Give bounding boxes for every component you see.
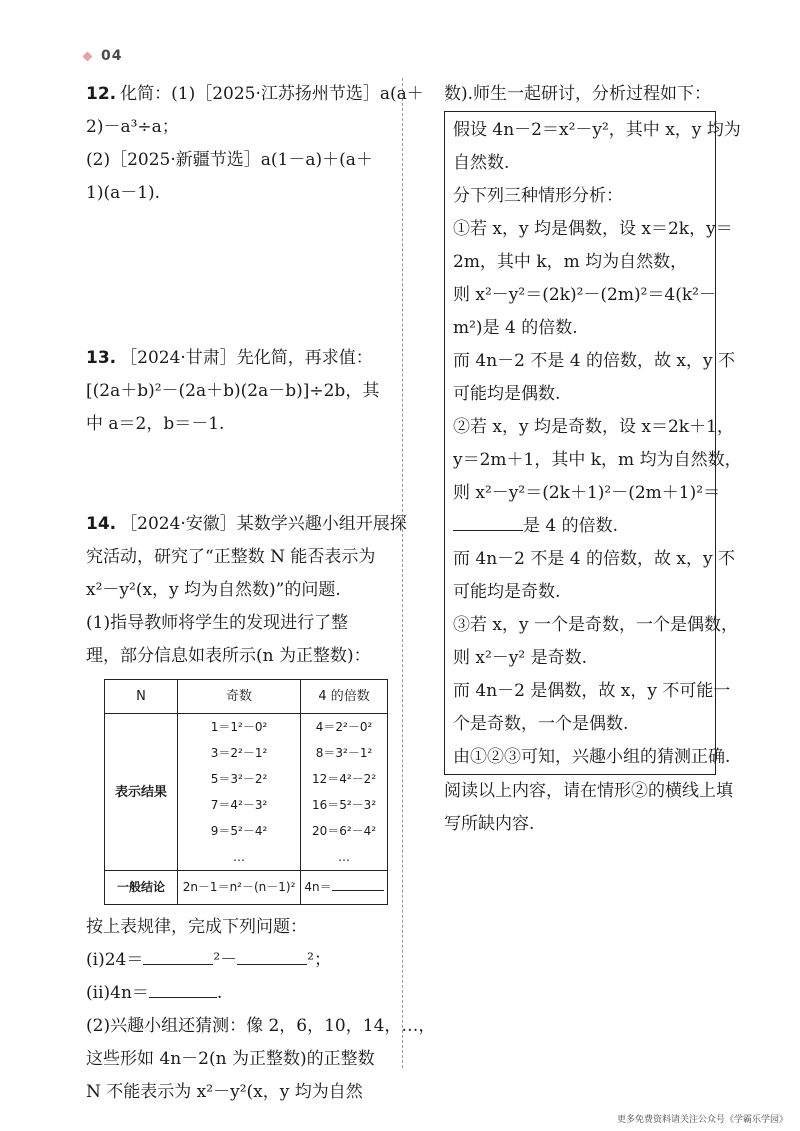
analysis-line: ②若 x，y 均是奇数，设 x＝2k＋1， — [453, 417, 734, 437]
row-label: 表示结果 — [105, 714, 178, 871]
table-header: 4 的倍数 — [301, 680, 388, 714]
table-cell: 3＝2²－1² — [210, 746, 268, 760]
answer-blank — [149, 977, 217, 998]
footer-note: 更多免费资料请关注公众号《学霸乐学园》 — [616, 1115, 788, 1125]
table-cell: … — [233, 850, 246, 864]
table-cell: 12＝4²－2² — [311, 772, 377, 786]
question-14: 14. ［2024·安徽］某数学兴趣小组开展探 究活动，研究了“正整数 N 能否表示为 x²－y²(x，y 均为自然数)”的问题. (1)指导教师将学生的发现进行了整 理，部分信息如表所示(n 为正整数)： N 奇数 4 的倍数 表示结果 1＝1²－0² 3＝2²－1² 5＝3²－2² 7＝4²－3² 9＝5²－4² … 4＝2²－0² 8＝3²－1² 12＝4²－2² 16＝5²－3² 20＝6²－4² … 一般结论 2n－1＝n²－(n－1)² 4n＝ 按上表规律，完成下列问题： (ⅰ)24＝ ²－ ²； (ⅱ)4n＝ . (2)兴趣小组还猜测：像 2，6，10，14，…， 这些形如 4n－2(n 为正整数)的正整数 N 不能表示为 x²－y²(x，y 均为自然 — [86, 508, 435, 1109]
analysis-line: 而 4n－2 不是 4 的倍数，故 x，y 不 — [453, 549, 736, 569]
question-text: 究活动，研究了“正整数 N 能否表示为 — [86, 547, 376, 567]
analysis-line: 可能均是偶数. — [453, 384, 561, 404]
row-label: 一般结论 — [105, 871, 178, 905]
diamond-icon — [83, 51, 93, 61]
table-cell: 4n＝ — [301, 871, 388, 905]
answer-blank — [332, 876, 384, 891]
table-cell: … — [338, 850, 351, 864]
table-cell: 2n－1＝n²－(n－1)² — [178, 871, 301, 905]
question-text: [(2a＋b)²－(2a＋b)(2a－b)]÷2b，其 — [86, 381, 380, 401]
analysis-line: 2m，其中 k，m 均为自然数， — [453, 252, 688, 272]
question-text: 理，部分信息如表所示(n 为正整数)： — [86, 646, 371, 666]
analysis-line: ①若 x，y 均是偶数，设 x＝2k，y＝ — [453, 219, 733, 239]
question-text: (2)兴趣小组还猜测：像 2，6，10，14，…， — [86, 1016, 436, 1036]
table-cell: 9＝5²－4² — [210, 824, 268, 838]
table-header: 奇数 — [178, 680, 301, 714]
question-number: 12. — [86, 84, 117, 104]
question-13 — [86, 342, 379, 441]
analysis-box — [444, 111, 742, 775]
table-cell: 20＝6²－4² — [311, 824, 377, 838]
analysis-line: 则 x²－y²＝(2k)²－(2m)²＝4(k²－ — [453, 285, 717, 305]
table-cell: 8＝3²－1² — [315, 746, 373, 760]
analysis-line: 而 4n－2 不是 4 的倍数，故 x，y 不 — [453, 351, 736, 371]
question-text: 阅读以上内容，请在情形②的横线上填 — [444, 781, 733, 801]
table-cell: 16＝5²－3² — [311, 798, 377, 812]
question-text: 数).师生一起研讨，分析过程如下： — [444, 84, 712, 104]
question-text: 这些形如 4n－2(n 为正整数)的正整数 — [86, 1049, 375, 1069]
right-column — [444, 78, 742, 841]
question-text: (1)指导教师将学生的发现进行了整 — [86, 613, 349, 633]
question-number: 13. — [86, 348, 117, 368]
analysis-line: y＝2m＋1，其中 k，m 均为自然数， — [453, 450, 742, 470]
question-text: ［2024·甘肃］先化简，再求值： — [120, 348, 373, 368]
table-cell: 1＝1²－0² — [210, 720, 268, 734]
question-text: N 不能表示为 x²－y²(x，y 均为自然 — [86, 1082, 363, 1102]
analysis-line: ③若 x，y 一个是奇数，一个是偶数， — [453, 615, 738, 635]
page-number: 04 — [101, 48, 123, 64]
analysis-line: 个是奇数，一个是偶数. — [453, 714, 629, 734]
analysis-line: 自然数. — [453, 153, 510, 173]
analysis-line: 而 4n－2 是偶数，故 x，y 不可能一 — [453, 681, 731, 701]
analysis-line: 则 x²－y²＝(2k＋1)²－(2m＋1)²＝ — [453, 483, 721, 503]
analysis-line: 可能均是奇数. — [453, 582, 561, 602]
analysis-line: 分下列三种情形分析： — [453, 186, 623, 206]
answer-blank — [453, 510, 523, 531]
analysis-line: 假设 4n－2＝x²－y²，其中 x，y 均为 — [453, 120, 741, 140]
table-cell: 4＝2²－0² — [315, 720, 373, 734]
table-cell: 7＝4²－3² — [210, 798, 268, 812]
question-text: 写所缺内容. — [444, 814, 535, 834]
table-header: N — [105, 680, 178, 714]
analysis-line: m²)是 4 的倍数. — [453, 318, 578, 338]
question-number: 14. — [86, 514, 117, 534]
question-text: (2)［2025·新疆节选］a(1－a)＋(a＋ — [86, 150, 373, 170]
odd-results-cell — [178, 714, 301, 871]
question-text: x²－y²(x，y 均为自然数)”的问题. — [86, 580, 341, 600]
question-text: 1)(a－1). — [86, 183, 161, 203]
analysis-line: 由①②③可知，兴趣小组的猜测正确. — [453, 747, 731, 767]
answer-blank — [237, 944, 307, 965]
pattern-table — [104, 679, 388, 905]
analysis-line: 是 4 的倍数. — [523, 516, 619, 536]
answer-blank — [143, 944, 213, 965]
question-text: ［2024·安徽］某数学兴趣小组开展探 — [120, 514, 407, 534]
question-12 — [86, 78, 424, 210]
analysis-line: 则 x²－y² 是奇数. — [453, 648, 588, 668]
question-text: 化简：(1)［2025·江苏扬州节选］a(a＋ — [120, 84, 424, 104]
question-text: 2)－a³÷a； — [86, 117, 179, 137]
multiple-of-4-results-cell — [301, 714, 388, 871]
question-text: 中 a＝2，b＝－1. — [86, 414, 225, 434]
table-cell: 5＝3²－2² — [210, 772, 268, 786]
question-text: 按上表规律，完成下列问题： — [86, 917, 307, 937]
page-header — [84, 48, 122, 64]
